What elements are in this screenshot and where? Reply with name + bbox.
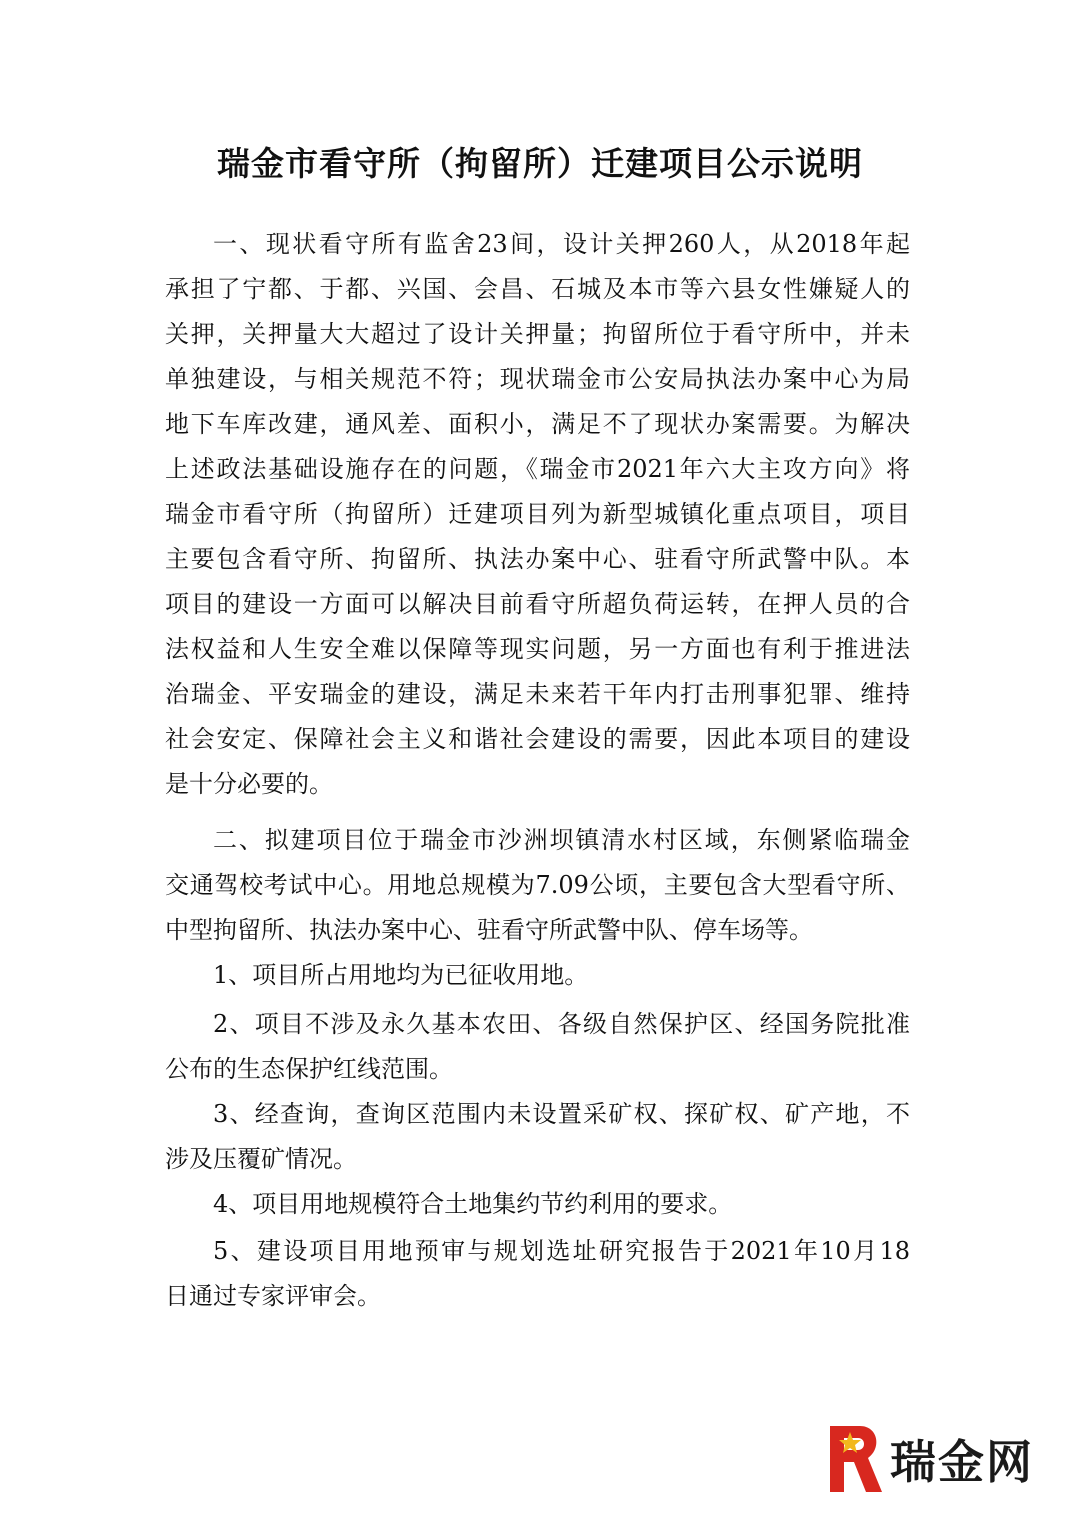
paragraph-line: 项目的建设一方面可以解决目前看守所超负荷运转，在押人员的合 bbox=[165, 590, 910, 618]
paragraph-line: 中型拘留所、执法办案中心、驻看守所武警中队、停车场等。 bbox=[165, 916, 813, 944]
paragraph-5 bbox=[165, 1092, 910, 1182]
r-star-logo-icon bbox=[820, 1418, 886, 1498]
paragraph-line: 4、项目用地规模符合土地集约节约利用的要求。 bbox=[213, 1190, 733, 1218]
paragraph-line: 公布的生态保护红线范围。 bbox=[165, 1055, 453, 1083]
paragraph-line: 地下车库改建，通风差、面积小，满足不了现状办案需要。为解决 bbox=[165, 410, 910, 438]
paragraph-2 bbox=[165, 818, 910, 953]
watermark-text: 瑞金网 bbox=[890, 1435, 1034, 1489]
paragraph-line: 社会安定、保障社会主义和谐社会建设的需要，因此本项目的建设 bbox=[165, 725, 910, 753]
paragraph-line: 承担了宁都、于都、兴国、会昌、石城及本市等六县女性嫌疑人的 bbox=[165, 275, 910, 303]
paragraph-line: 治瑞金、平安瑞金的建设，满足未来若干年内打击刑事犯罪、维持 bbox=[165, 680, 910, 708]
paragraph-line: 2、项目不涉及永久基本农田、各级自然保护区、经国务院批准 bbox=[213, 1010, 910, 1038]
paragraph-line: 瑞金市看守所（拘留所）迁建项目列为新型城镇化重点项目，项目 bbox=[165, 500, 910, 528]
paragraph-line: 涉及压覆矿情况。 bbox=[165, 1145, 357, 1173]
watermark-logo bbox=[820, 1418, 1060, 1498]
paragraph-line: 1、项目所占用地均为已征收用地。 bbox=[213, 961, 589, 989]
paragraph-line: 单独建设，与相关规范不符；现状瑞金市公安局执法办案中心为局 bbox=[165, 365, 910, 393]
paragraph-line: 是十分必要的。 bbox=[165, 770, 333, 798]
paragraph-line: 主要包含看守所、拘留所、执法办案中心、驻看守所武警中队。本 bbox=[165, 545, 910, 573]
paragraph-line: 交通驾校考试中心。用地总规模为7.09公顷，主要包含大型看守所、 bbox=[165, 871, 910, 899]
paragraph-4 bbox=[165, 1002, 910, 1092]
paragraph-line: 二、拟建项目位于瑞金市沙洲坝镇清水村区域，东侧紧临瑞金 bbox=[213, 826, 910, 854]
paragraph-line: 5、建设项目用地预审与规划选址研究报告于2021年10月18 bbox=[213, 1237, 910, 1265]
paragraph-line: 法权益和人生安全难以保障等现实问题，另一方面也有利于推进法 bbox=[165, 635, 910, 663]
paragraph-line: 关押，关押量大大超过了设计关押量；拘留所位于看守所中，并未 bbox=[165, 320, 910, 348]
paragraph-line: 上述政法基础设施存在的问题，《瑞金市2021年六大主攻方向》将 bbox=[165, 455, 910, 483]
paragraph-3 bbox=[165, 953, 910, 998]
document-title: 瑞金市看守所（拘留所）迁建项目公示说明 bbox=[217, 144, 863, 183]
paragraph-line: 一、现状看守所有监舍23间，设计关押260人，从2018年起 bbox=[213, 230, 910, 258]
paragraph-line: 3、经查询，查询区范围内未设置采矿权、探矿权、矿产地，不 bbox=[213, 1100, 910, 1128]
paragraph-7 bbox=[165, 1229, 910, 1319]
paragraph-6 bbox=[165, 1182, 910, 1227]
paragraph-1 bbox=[165, 222, 910, 807]
paragraph-line: 日通过专家评审会。 bbox=[165, 1282, 381, 1310]
